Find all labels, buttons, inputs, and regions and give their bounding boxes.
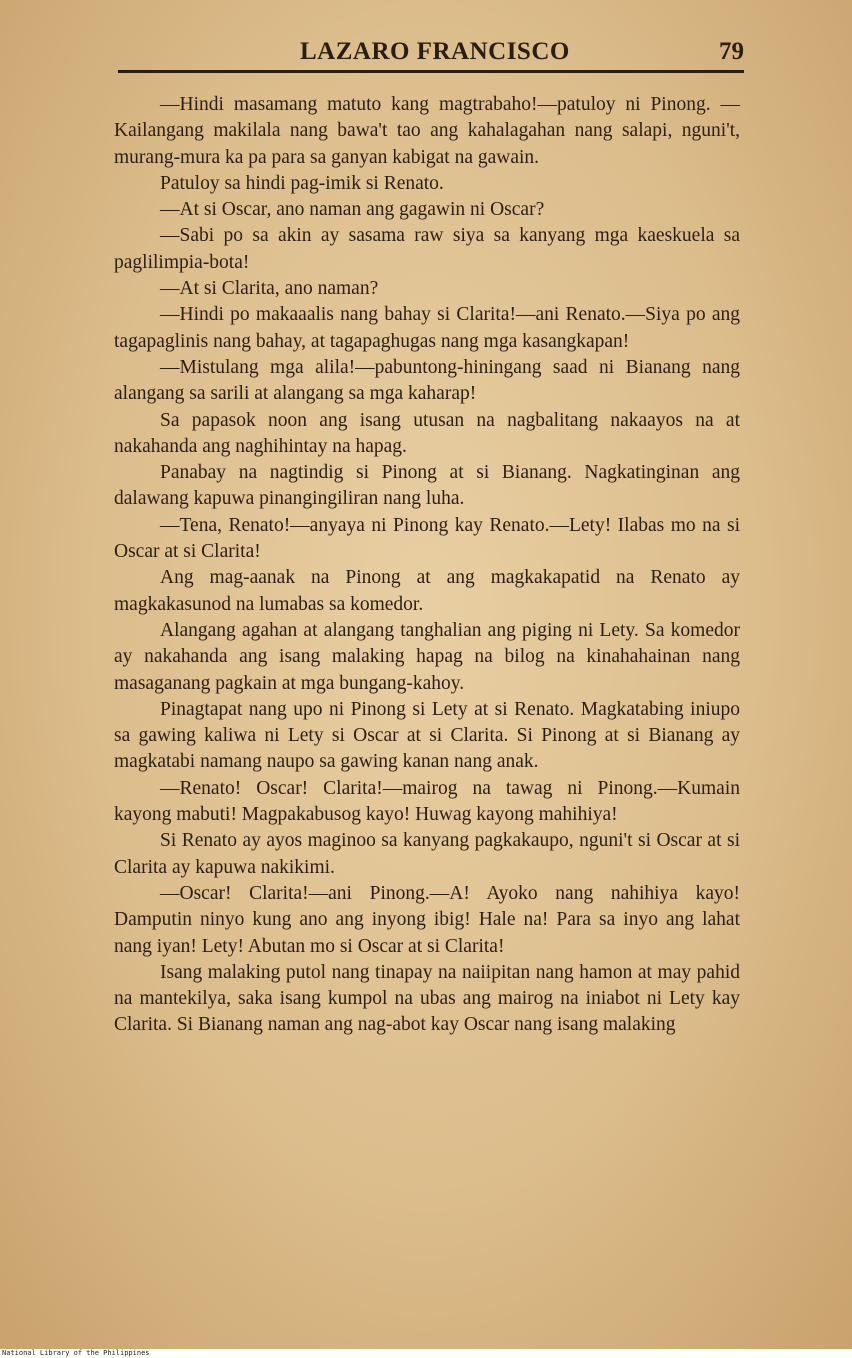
paragraph: Pinagtapat nang upo ni Pinong si Lety at si Renato. Magkatabing iniupo sa gawing kaliwa ni Lety si Oscar at si Clarita. Si Pinong at si Bianang ay magkatabi namang naupo sa gawing kanan nang anak. (114, 698, 740, 773)
page-header (118, 34, 744, 70)
paragraph: Alangang agahan at alangang tanghalian ang piging ni Lety. Sa komedor ay nakahanda ang isang malaking hapag na bilog na kinahahainan nang masaganang pagkain at mga bungang-kahoy. (114, 619, 740, 694)
header-rule (118, 70, 744, 73)
page-number: 79 (719, 38, 744, 65)
paragraph: Ang mag-aanak na Pinong at ang magkakapatid na Renato ay magkakasunod na lumabas sa komedor. (114, 567, 740, 615)
paragraph: —Sabi po sa akin ay sasama raw siya sa kanyang mga kaeskuela sa paglilimpia-bota! (114, 225, 740, 273)
paragraph: Isang malaking putol nang tinapay na naiipitan nang hamon at may pahid na mantekilya, saka isang kumpol na ubas ang mairog na iniabot ni Lety kay Clarita. Si Bianang naman ang nag-abot kay Oscar nang isang malaking (114, 961, 740, 1036)
paragraph: Patuloy sa hindi pag-imik si Renato. (160, 172, 444, 194)
paragraph: —Oscar! Clarita!—ani Pinong.—A! Ayoko nang nahihiya kayo! Damputin ninyo kung ano ang inyong ibig! Hale na! Para sa inyo ang lahat nang iyan! Lety! Abutan mo si Oscar at si Clarita! (114, 882, 740, 957)
paragraph: Si Renato ay ayos maginoo sa kanyang pagkakaupo, nguni't si Oscar at si Clarita ay kapuwa nakikimi. (114, 830, 740, 878)
library-credit: National Library of the Philippines (2, 1349, 150, 1357)
scan-footer (0, 1349, 852, 1358)
paragraph: Panabay na nagtindig si Pinong at si Bianang. Nagkatinginan ang dalawang kapuwa pinangingiliran nang luha. (114, 462, 740, 510)
paragraph: —Tena, Renato!—anyaya ni Pinong kay Renato.—Lety! Ilabas mo na si Oscar at si Clarita! (114, 514, 740, 563)
paragraph: —At si Clarita, ano naman? (160, 278, 379, 300)
paragraph: —Mistulang mga alila!—pabuntong-hiningang saad ni Bianang nang alangang sa sarili at alangang sa mga kaharap! (114, 356, 740, 405)
running-head: LAZARO FRANCISCO (300, 38, 570, 65)
paragraph: —At si Oscar, ano naman ang gagawin ni Oscar? (160, 199, 545, 221)
paragraph: —Hindi masamang matuto kang magtrabaho!—patuloy ni Pinong. —Kailangang makilala nang bawa't tao ang kahalagahan nang salapi, nguni't, murang-mura ka pa para sa ganyan kabigat na gawain. (114, 94, 740, 168)
paragraph: —Renato! Oscar! Clarita!—mairog na tawag ni Pinong.—Kumain kayong mabuti! Magpakabusog kayo! Huwag kayong mahihiya! (114, 777, 740, 826)
paragraph: Sa papasok noon ang isang utusan na nagbalitang nakaayos na at nakahanda ang naghihintay na hapag. (114, 409, 740, 457)
body-text (114, 92, 740, 1039)
paragraph: —Hindi po makaaalis nang bahay si Clarita!—ani Renato.—Siya po ang tagapaglinis nang bahay, at tagapaghugas nang mga kasangkapan! (114, 304, 740, 352)
